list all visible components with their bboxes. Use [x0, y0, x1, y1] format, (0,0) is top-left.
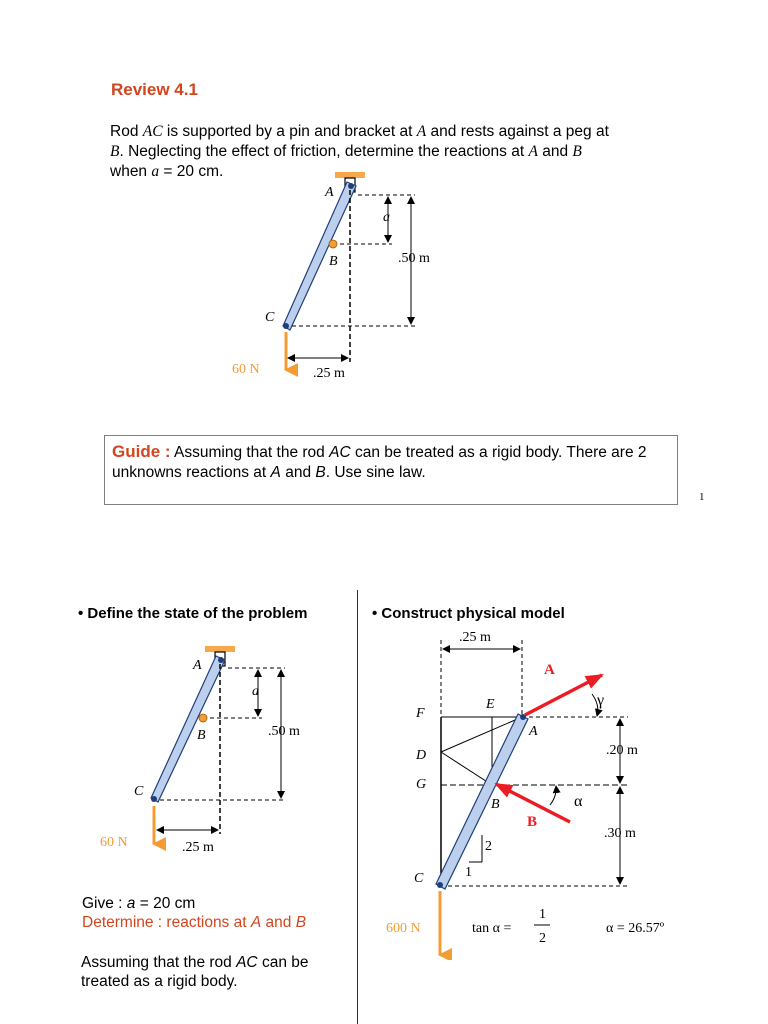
- dim-vertical: .50 m: [398, 251, 430, 266]
- load-label: 60 N: [232, 362, 260, 377]
- svg-text:E: E: [486, 697, 495, 712]
- svg-text:.30 m: .30 m: [604, 826, 636, 841]
- label-a-dim: a: [383, 210, 390, 225]
- svg-text:2: 2: [539, 931, 546, 946]
- svg-text:.25 m: .25 m: [459, 630, 491, 645]
- rod-ac: [151, 656, 225, 802]
- label-b-point: B: [329, 254, 338, 269]
- problem-statement: Rod AC is supported by a pin and bracket at A and rests against a peg at B. Neglecting the effect of friction, determine the reactions at A and B when a = 20 cm.: [110, 123, 609, 180]
- slide-title: Review 4.1: [111, 80, 198, 99]
- svg-text:A: A: [529, 724, 538, 739]
- force-a-arrow: [525, 675, 605, 715]
- svg-text:.20 m: .20 m: [606, 743, 638, 758]
- peg-b-icon: [329, 240, 337, 248]
- svg-text:C: C: [414, 871, 424, 886]
- peg-b-icon: [199, 714, 207, 722]
- svg-text:B: B: [197, 728, 206, 743]
- svg-text:1: 1: [539, 907, 546, 922]
- guide-box: Guide : Assuming that the rod AC can be treated as a rigid body. There are 2 unknowns reactions at A and B. Use sine law.: [104, 435, 678, 505]
- svg-text:.25 m: .25 m: [182, 840, 214, 855]
- dim-horizontal: .25 m: [313, 366, 345, 381]
- svg-text:B: B: [491, 797, 500, 812]
- svg-text:tan α =: tan α =: [472, 921, 512, 936]
- svg-text:γ: γ: [597, 692, 605, 709]
- label-a-point: A: [325, 185, 334, 200]
- svg-text:C: C: [134, 784, 144, 799]
- svg-text:.50 m: .50 m: [268, 724, 300, 739]
- define-state-heading: • Define the state of the problem: [78, 605, 308, 622]
- rod-diagram-top: [220, 168, 440, 390]
- given-determine: Give : a = 20 cm Determine : reactions at A and B: [82, 895, 307, 931]
- rod-diagram-left: [90, 640, 305, 860]
- physical-model-diagram: [380, 625, 680, 960]
- svg-text:G: G: [416, 777, 427, 792]
- svg-text:2: 2: [485, 839, 492, 854]
- load-label: 600 N: [386, 921, 421, 936]
- svg-text:60 N: 60 N: [100, 835, 128, 850]
- force-b-label: B: [527, 814, 538, 830]
- svg-text:D: D: [416, 748, 427, 763]
- bracket-icon: [205, 646, 235, 652]
- svg-text:1: 1: [465, 865, 472, 880]
- svg-text:F: F: [416, 706, 425, 721]
- rod-ac: [436, 714, 528, 889]
- assumption-text: Assuming that the rod AC can be treated as a rigid body.: [81, 954, 309, 990]
- svg-text:A: A: [193, 658, 202, 673]
- svg-text:α = 26.57º: α = 26.57º: [606, 921, 665, 936]
- physical-model-heading: • Construct physical model: [372, 605, 565, 622]
- svg-text:a: a: [252, 684, 259, 699]
- column-divider: [357, 590, 358, 1024]
- svg-text:α: α: [574, 793, 583, 810]
- label-c-point: C: [265, 310, 275, 325]
- bracket-icon: [335, 172, 365, 178]
- page-number: 1: [699, 491, 705, 503]
- rod-ac: [283, 182, 356, 330]
- force-a-label: A: [544, 662, 555, 678]
